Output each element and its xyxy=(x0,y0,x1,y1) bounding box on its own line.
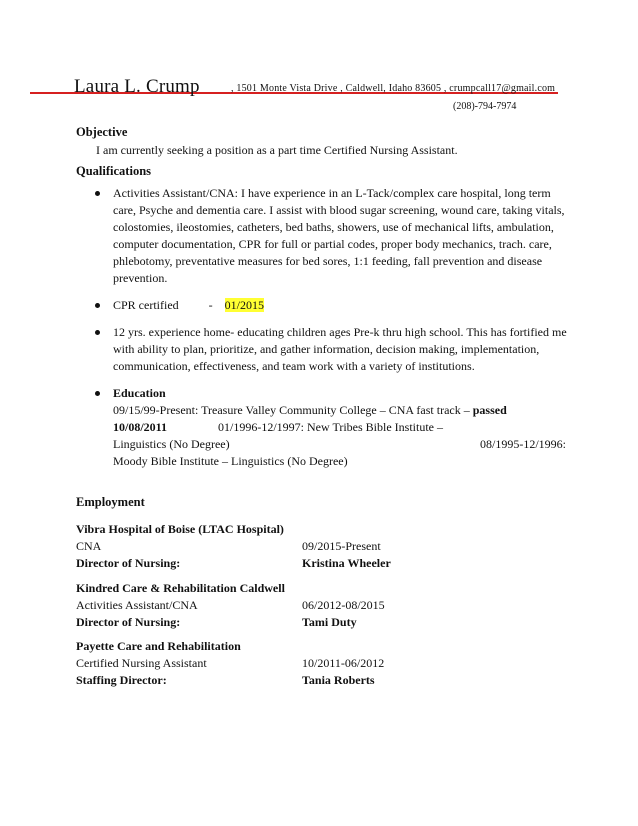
employment-heading: Employment xyxy=(76,495,145,509)
job-supervisor-label: Staffing Director: xyxy=(76,673,167,687)
resume-header xyxy=(0,0,638,120)
education-passed: passed xyxy=(472,403,507,417)
list-item xyxy=(76,297,576,314)
job-dates: 09/2015-Present xyxy=(302,539,381,553)
qualification-home-education: 12 yrs. experience home- educating children ages Pre-k thru high school. This has fortified me with ability to plan, prioritize, and gather information, decision making, implementation, communication, effectiveness, and team work with a variety of institutions. xyxy=(113,325,567,373)
bullet-icon xyxy=(95,391,100,396)
job-supervisor-label: Director of Nursing: xyxy=(76,615,181,629)
job-dates: 10/2011-06/2012 xyxy=(302,656,385,670)
bullet-icon xyxy=(95,330,100,335)
job-supervisor-name: Tami Duty xyxy=(302,615,357,629)
list-item xyxy=(76,185,576,287)
bullet-icon xyxy=(95,191,100,196)
job-supervisor-label: Director of Nursing: xyxy=(76,556,181,570)
list-item xyxy=(76,385,576,470)
education-pass-date: 10/08/2011 xyxy=(113,420,168,434)
bullet-icon xyxy=(95,303,100,308)
job-entry xyxy=(76,638,526,689)
qualification-cpr-separator: - xyxy=(208,298,213,312)
job-entry xyxy=(76,580,526,631)
contact-info: , 1501 Monte Vista Drive , Caldwell, Idaho 83605 , crumpcall17@gmail.com xyxy=(231,83,556,94)
job-employer: Kindred Care & Rehabilitation Caldwell xyxy=(76,581,285,595)
job-employer: Vibra Hospital of Boise (LTAC Hospital) xyxy=(76,522,284,536)
objective-text: I am currently seeking a position as a part time Certified Nursing Assistant. xyxy=(96,143,458,157)
education-line-2 xyxy=(113,419,443,436)
qualification-cpr-label: CPR certified xyxy=(113,298,179,312)
education-tvcc: 09/15/99-Present: Treasure Valley Community College – CNA fast track – xyxy=(113,403,470,417)
phone-number: (208)-794-7974 xyxy=(453,101,517,112)
qualifications-heading: Qualifications xyxy=(76,164,152,178)
qualification-cna: Activities Assistant/CNA: I have experience in an L-Tack/complex care hospital, long term care, Psyche and dementia care. I assist with blood sugar screening, wound care, taking vitals, colostomies, ileostomies, catheters, bed baths, showers, use of mechanical lifts, ambulation, computer documentation, CPR for full or partial codes, proper body mechanics, trach. care, phlebotomy, preventative measures for bed sores, 1:1 feeding, fall prevention and disease prevention. xyxy=(113,186,565,285)
education-heading: Education xyxy=(113,386,166,400)
objective-heading: Objective xyxy=(76,125,128,139)
job-supervisor-name: Tania Roberts xyxy=(302,673,375,687)
job-role: CNA xyxy=(76,539,102,553)
job-role: Certified Nursing Assistant xyxy=(76,656,207,670)
job-role: Activities Assistant/CNA xyxy=(76,598,198,612)
qualifications-list xyxy=(76,185,576,480)
job-employer: Payette Care and Rehabilitation xyxy=(76,639,241,653)
education-line-3 xyxy=(113,436,566,453)
candidate-name: Laura L. Crump xyxy=(74,76,200,97)
education-linguistics-1: Linguistics (No Degree) xyxy=(113,437,230,451)
job-supervisor-name: Kristina Wheeler xyxy=(302,556,391,570)
education-new-tribes: 01/1996-12/1997: New Tribes Bible Institute – xyxy=(218,420,443,434)
list-item xyxy=(76,324,576,375)
education-line-1 xyxy=(113,402,576,419)
education-moody-dates: 08/1995-12/1996: xyxy=(480,437,566,451)
qualification-cpr-date: 01/2015 xyxy=(224,298,264,312)
job-dates: 06/2012-08/2015 xyxy=(302,598,385,612)
job-entry xyxy=(76,521,526,572)
education-line-4: Moody Bible Institute – Linguistics (No Degree) xyxy=(113,454,348,468)
